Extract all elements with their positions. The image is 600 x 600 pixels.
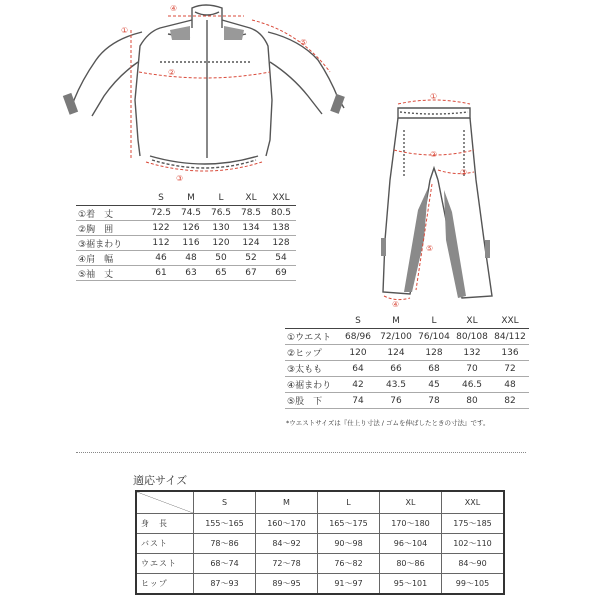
pants-marker-5: ⑤ — [426, 244, 434, 253]
table-cell: 76 — [377, 393, 415, 409]
table-row — [76, 221, 296, 236]
table-cell: 124 — [236, 236, 266, 251]
table-cell: 72〜78 — [256, 554, 318, 574]
pants-header-m: M — [377, 313, 415, 329]
fit-header-m: M — [256, 491, 318, 514]
row-label: ④裾まわり — [285, 377, 339, 393]
table-cell: 116 — [176, 236, 206, 251]
table-cell: 70 — [453, 361, 491, 377]
table-row — [76, 266, 296, 281]
table-row — [285, 393, 529, 409]
waist-size-note: *ウエストサイズは『仕上り寸法 / ゴムを伸ばしたときの寸法』です。 — [286, 419, 490, 427]
table-cell: 89〜95 — [256, 574, 318, 595]
table-cell: 66 — [377, 361, 415, 377]
pants-header-l: L — [415, 313, 453, 329]
table-cell: 78.5 — [236, 206, 266, 221]
table-cell: 134 — [236, 221, 266, 236]
table-cell: 54 — [266, 251, 296, 266]
table-cell: 95〜101 — [380, 574, 442, 595]
fit-size-table — [135, 490, 505, 595]
marker-1: ① — [121, 26, 129, 35]
table-cell: 165〜175 — [318, 514, 380, 534]
fit-header-diagonal — [136, 491, 194, 514]
table-cell: 96〜104 — [380, 534, 442, 554]
table-cell: 78〜86 — [194, 534, 256, 554]
table-cell: 82 — [491, 393, 529, 409]
row-label: ③裾まわり — [76, 236, 146, 251]
row-label: ②胸 囲 — [76, 221, 146, 236]
fit-header-l: L — [318, 491, 380, 514]
table-cell: 46 — [146, 251, 176, 266]
marker-5: ⑤ — [300, 38, 308, 47]
table-cell: 80/108 — [453, 329, 491, 345]
table-cell: 74 — [339, 393, 377, 409]
table-row — [76, 251, 296, 266]
table-cell: 46.5 — [453, 377, 491, 393]
fit-table-header-row — [136, 491, 504, 514]
table-cell: 78 — [415, 393, 453, 409]
pants-size-table — [285, 313, 529, 409]
pants-marker-4: ④ — [392, 300, 400, 309]
pants-header-xxl: XXL — [491, 313, 529, 329]
table-cell: 128 — [266, 236, 296, 251]
pants-header-blank — [285, 313, 339, 329]
jacket-header-m: M — [176, 190, 206, 206]
table-cell: 126 — [176, 221, 206, 236]
table-cell: 112 — [146, 236, 176, 251]
table-cell: 48 — [176, 251, 206, 266]
table-cell: 170〜180 — [380, 514, 442, 534]
row-label: ①着 丈 — [76, 206, 146, 221]
fit-header-s: S — [194, 491, 256, 514]
jacket-header-xl: XL — [236, 190, 266, 206]
table-cell: 45 — [415, 377, 453, 393]
table-cell: 138 — [266, 221, 296, 236]
table-cell: 175〜185 — [442, 514, 505, 534]
table-cell: 136 — [491, 345, 529, 361]
table-cell: 52 — [236, 251, 266, 266]
table-cell: 42 — [339, 377, 377, 393]
marker-2: ② — [168, 68, 176, 77]
jacket-size-table — [76, 190, 296, 281]
table-cell: 67 — [236, 266, 266, 281]
table-cell: 155〜165 — [194, 514, 256, 534]
marker-3: ③ — [176, 174, 184, 183]
table-cell: 76〜82 — [318, 554, 380, 574]
row-label: ⑤股 下 — [285, 393, 339, 409]
row-label: ヒップ — [136, 574, 194, 595]
table-cell: 64 — [339, 361, 377, 377]
jacket-table-header-row — [76, 190, 296, 206]
table-cell: 120 — [206, 236, 236, 251]
table-cell: 84/112 — [491, 329, 529, 345]
pants-header-xl: XL — [453, 313, 491, 329]
jacket-header-xxl: XXL — [266, 190, 296, 206]
jacket-header-blank — [76, 190, 146, 206]
table-cell: 69 — [266, 266, 296, 281]
table-cell: 74.5 — [176, 206, 206, 221]
table-row — [285, 329, 529, 345]
pants-marker-3: ③ — [460, 168, 468, 177]
row-label: バスト — [136, 534, 194, 554]
table-row — [136, 534, 504, 554]
pants-marker-2: ② — [430, 150, 438, 159]
table-cell: 43.5 — [377, 377, 415, 393]
row-label: 身 長 — [136, 514, 194, 534]
table-cell: 65 — [206, 266, 236, 281]
table-cell: 61 — [146, 266, 176, 281]
table-cell: 72/100 — [377, 329, 415, 345]
pants-marker-1: ① — [430, 92, 438, 101]
pants-table-header-row — [285, 313, 529, 329]
table-cell: 68 — [415, 361, 453, 377]
row-label: ①ウエスト — [285, 329, 339, 345]
table-row — [76, 236, 296, 251]
table-cell: 160〜170 — [256, 514, 318, 534]
table-cell: 120 — [339, 345, 377, 361]
table-row — [76, 206, 296, 221]
fit-size-title: 適応サイズ — [133, 474, 188, 487]
section-divider — [76, 452, 526, 453]
fit-header-xxl: XXL — [442, 491, 505, 514]
table-cell: 124 — [377, 345, 415, 361]
table-cell: 48 — [491, 377, 529, 393]
row-label: ③太もも — [285, 361, 339, 377]
table-row — [285, 361, 529, 377]
table-row — [136, 514, 504, 534]
table-cell: 68〜74 — [194, 554, 256, 574]
row-label: ウエスト — [136, 554, 194, 574]
table-cell: 87〜93 — [194, 574, 256, 595]
fit-header-xl: XL — [380, 491, 442, 514]
jacket-header-l: L — [206, 190, 236, 206]
table-cell: 72.5 — [146, 206, 176, 221]
row-label: ④肩 幅 — [76, 251, 146, 266]
table-cell: 50 — [206, 251, 236, 266]
table-cell: 122 — [146, 221, 176, 236]
table-cell: 80.5 — [266, 206, 296, 221]
table-cell: 90〜98 — [318, 534, 380, 554]
table-cell: 102〜110 — [442, 534, 505, 554]
pants-header-s: S — [339, 313, 377, 329]
table-cell: 76.5 — [206, 206, 236, 221]
row-label: ②ヒップ — [285, 345, 339, 361]
table-cell: 68/96 — [339, 329, 377, 345]
table-row — [136, 554, 504, 574]
table-cell: 84〜92 — [256, 534, 318, 554]
marker-4: ④ — [170, 4, 178, 13]
table-cell: 80 — [453, 393, 491, 409]
table-cell: 132 — [453, 345, 491, 361]
table-row — [285, 345, 529, 361]
table-cell: 84〜90 — [442, 554, 505, 574]
table-cell: 72 — [491, 361, 529, 377]
table-cell: 76/104 — [415, 329, 453, 345]
table-row — [136, 574, 504, 595]
table-cell: 80〜86 — [380, 554, 442, 574]
jacket-header-s: S — [146, 190, 176, 206]
table-cell: 130 — [206, 221, 236, 236]
table-cell: 128 — [415, 345, 453, 361]
table-row — [285, 377, 529, 393]
table-cell: 99〜105 — [442, 574, 505, 595]
table-cell: 63 — [176, 266, 206, 281]
table-cell: 91〜97 — [318, 574, 380, 595]
row-label: ⑤袖 丈 — [76, 266, 146, 281]
